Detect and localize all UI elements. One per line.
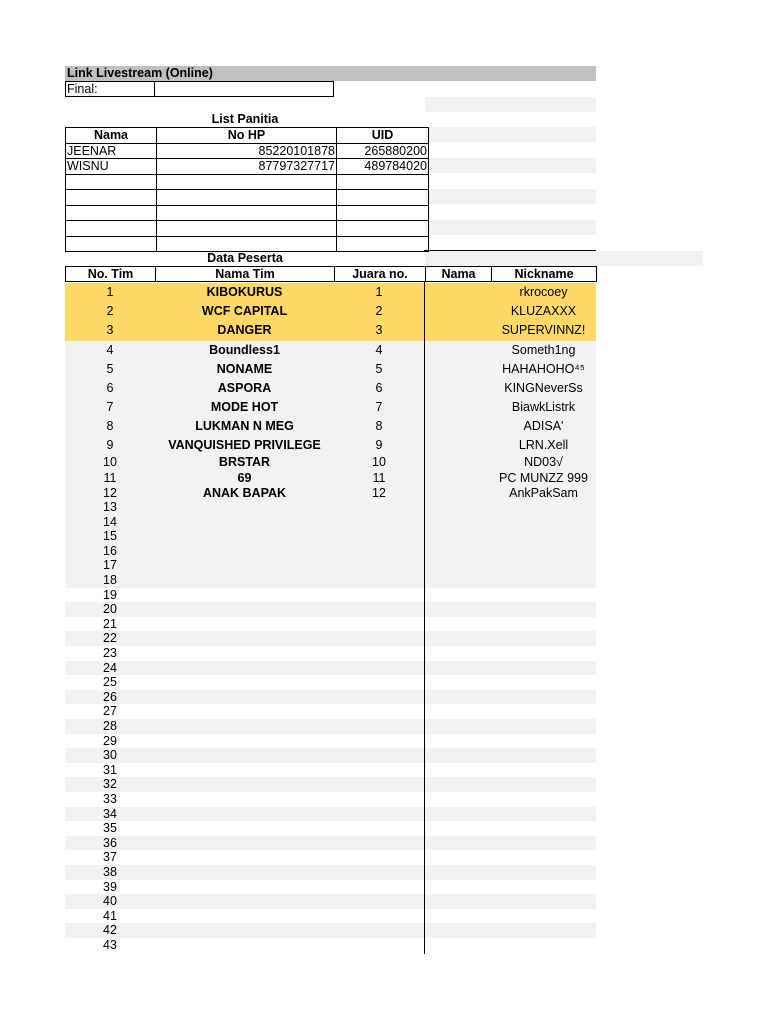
juara-cell[interactable]: 5	[375, 362, 383, 376]
team-number-cell[interactable]: 24	[103, 660, 117, 675]
peserta-row	[65, 792, 596, 807]
peserta-row	[65, 588, 596, 603]
team-name-cell[interactable]: VANQUISHED PRIVILEGE	[168, 438, 321, 452]
team-number-cell[interactable]: 3	[106, 323, 114, 338]
team-number-cell[interactable]: 40	[103, 894, 117, 909]
juara-cell[interactable]: 1	[375, 285, 383, 299]
panitia-nama-cell[interactable]	[66, 205, 157, 221]
peserta-row	[65, 938, 596, 953]
team-name-cell[interactable]: 69	[237, 470, 252, 485]
peserta-row	[65, 544, 596, 559]
team-number-cell[interactable]: 26	[103, 689, 117, 704]
peserta-row	[65, 777, 596, 792]
peserta-row	[65, 850, 596, 865]
team-number-cell[interactable]: 38	[103, 865, 117, 879]
team-name-cell[interactable]: NONAME	[216, 362, 273, 376]
juara-cell[interactable]: 12	[372, 486, 386, 501]
nickname-cell[interactable]: KLUZAXXX	[510, 304, 577, 319]
peserta-row	[65, 398, 596, 417]
peserta-row	[65, 617, 596, 632]
nickname-cell[interactable]: KINGNeverSs	[504, 381, 583, 395]
juara-cell[interactable]: 7	[375, 400, 383, 414]
panitia-row	[66, 143, 429, 159]
peserta-row	[65, 529, 596, 544]
peserta-row	[65, 807, 596, 822]
final-label: Final:	[65, 81, 155, 97]
team-number-cell[interactable]: 7	[106, 400, 114, 414]
peserta-title: Data Peserta	[207, 251, 283, 265]
panitia-row	[66, 221, 429, 237]
panitia-row	[66, 236, 429, 252]
nickname-cell[interactable]: rkrocoey	[519, 285, 568, 299]
peserta-row	[65, 515, 596, 530]
panitia-hp-cell[interactable]: 87797327717	[157, 159, 337, 175]
peserta-row	[65, 646, 596, 661]
panitia-nama-cell[interactable]	[66, 236, 157, 252]
peserta-row	[65, 923, 596, 938]
nickname-cell[interactable]: AnkPakSam	[509, 486, 578, 501]
team-name-cell[interactable]: KIBOKURUS	[206, 285, 283, 299]
team-number-cell[interactable]: 11	[103, 470, 117, 485]
stripe	[425, 189, 596, 204]
team-number-cell[interactable]: 34	[103, 806, 117, 821]
peserta-row	[65, 631, 596, 646]
panitia-table	[65, 127, 429, 252]
team-number-cell[interactable]: 16	[103, 543, 117, 558]
team-name-cell[interactable]: BRSTAR	[218, 455, 271, 469]
team-number-cell[interactable]: 19	[103, 587, 117, 602]
team-name-cell[interactable]: ANAK BAPAK	[202, 486, 287, 501]
team-number-cell[interactable]: 10	[103, 455, 117, 469]
team-number-cell[interactable]: 17	[103, 558, 117, 573]
nickname-cell[interactable]: BiawkListrk	[511, 400, 576, 414]
team-name-cell[interactable]: DANGER	[217, 323, 272, 338]
team-number-cell[interactable]: 28	[103, 719, 117, 733]
juara-cell[interactable]: 3	[375, 323, 383, 338]
panitia-nama-cell[interactable]	[66, 190, 157, 206]
header-juara: Juara no.	[334, 266, 426, 282]
stripe	[425, 97, 596, 112]
team-number-cell[interactable]: 2	[106, 304, 114, 319]
header-no-hp: No HP	[157, 128, 337, 144]
peserta-row	[65, 763, 596, 778]
team-number-cell[interactable]: 14	[103, 514, 117, 529]
peserta-row	[65, 471, 596, 487]
panitia-hp-cell[interactable]	[157, 205, 337, 221]
peserta-row	[65, 321, 596, 340]
team-number-cell[interactable]: 43	[103, 938, 117, 952]
panitia-uid-cell[interactable]	[337, 236, 429, 252]
peserta-row	[65, 675, 596, 690]
team-number-cell[interactable]: 4	[106, 343, 114, 357]
panitia-uid-cell[interactable]	[337, 190, 429, 206]
team-number-cell[interactable]: 6	[106, 381, 114, 395]
panitia-uid-cell[interactable]	[337, 205, 429, 221]
peserta-row	[65, 360, 596, 379]
panitia-hp-cell[interactable]	[157, 236, 337, 252]
panitia-row	[66, 205, 429, 221]
stripe	[425, 127, 596, 142]
team-number-cell[interactable]: 1	[106, 285, 114, 299]
panitia-hp-cell[interactable]	[157, 221, 337, 237]
peserta-row	[65, 341, 596, 360]
peserta-row	[65, 704, 596, 719]
panitia-row	[66, 159, 429, 175]
peserta-row	[65, 865, 596, 880]
header-nickname: Nickname	[491, 266, 597, 282]
peserta-row	[65, 302, 596, 321]
stripe	[425, 251, 703, 266]
team-number-cell[interactable]: 12	[103, 486, 117, 501]
team-number-cell[interactable]: 35	[103, 821, 117, 836]
team-name-cell[interactable]: LUKMAN N MEG	[195, 419, 294, 433]
final-value-cell[interactable]	[154, 81, 334, 97]
header-uid: UID	[337, 128, 429, 144]
team-number-cell[interactable]: 29	[103, 733, 117, 748]
panitia-hp-cell[interactable]	[157, 190, 337, 206]
team-number-cell[interactable]: 18	[103, 573, 117, 587]
panitia-hp-cell[interactable]: 85220101878	[157, 143, 337, 159]
team-number-cell[interactable]: 9	[106, 438, 114, 452]
divider	[424, 250, 596, 251]
header-nama: Nama	[425, 266, 492, 282]
peserta-row	[65, 734, 596, 749]
panitia-nama-cell[interactable]	[66, 221, 157, 237]
team-number-cell[interactable]: 42	[103, 923, 117, 938]
juara-cell[interactable]: 9	[375, 438, 383, 452]
team-number-cell[interactable]: 36	[103, 835, 117, 850]
team-number-cell[interactable]: 20	[103, 602, 117, 617]
peserta-row	[65, 836, 596, 851]
nickname-cell[interactable]: HAHAHOHO⁴⁵	[502, 362, 585, 376]
peserta-row	[65, 690, 596, 705]
team-name-cell[interactable]: WCF CAPITAL	[201, 304, 288, 319]
panitia-title: List Panitia	[211, 112, 279, 126]
nickname-cell[interactable]: ADISA'	[523, 419, 564, 433]
team-number-cell[interactable]: 25	[103, 675, 117, 690]
peserta-row	[65, 379, 596, 398]
team-number-cell[interactable]: 22	[103, 631, 117, 646]
peserta-row	[65, 283, 596, 302]
header-nama-tim: Nama Tim	[155, 266, 335, 282]
team-number-cell[interactable]: 33	[103, 792, 117, 806]
nickname-cell[interactable]: SUPERVINNZ!	[501, 323, 586, 338]
team-number-cell[interactable]: 37	[103, 850, 117, 865]
team-number-cell[interactable]: 27	[103, 704, 117, 719]
team-number-cell[interactable]: 8	[106, 419, 114, 433]
panitia-nama-cell[interactable]: WISNU	[66, 159, 157, 175]
panitia-uid-cell[interactable]	[337, 174, 429, 190]
juara-cell[interactable]: 4	[375, 343, 383, 357]
team-number-cell[interactable]: 32	[103, 777, 117, 792]
panitia-uid-cell[interactable]	[337, 221, 429, 237]
peserta-row	[65, 417, 596, 436]
juara-cell[interactable]: 8	[375, 419, 383, 433]
livestream-title: Link Livestream (Online)	[65, 66, 596, 81]
peserta-row	[65, 748, 596, 763]
panitia-header-row	[66, 128, 429, 144]
panitia-row	[66, 190, 429, 206]
peserta-row	[65, 880, 596, 895]
juara-cell[interactable]: 2	[375, 304, 383, 319]
peserta-row	[65, 821, 596, 836]
peserta-row	[65, 661, 596, 676]
team-number-cell[interactable]: 15	[103, 529, 117, 544]
peserta-row	[65, 719, 596, 734]
nickname-cell[interactable]: PC MUNZZ 999	[499, 470, 588, 485]
juara-cell[interactable]: 10	[372, 455, 386, 469]
peserta-row	[65, 602, 596, 617]
team-number-cell[interactable]: 23	[103, 646, 117, 660]
peserta-row	[65, 909, 596, 924]
team-name-cell[interactable]: Boundless1	[209, 343, 280, 357]
header-no-tim: No. Tim	[65, 266, 156, 282]
team-number-cell[interactable]: 41	[103, 908, 117, 923]
panitia-uid-cell[interactable]: 489784020	[337, 159, 429, 175]
stripe	[425, 220, 596, 235]
panitia-row	[66, 174, 429, 190]
team-number-cell[interactable]: 21	[103, 616, 117, 631]
panitia-nama-cell[interactable]: JEENAR	[66, 143, 157, 159]
peserta-row	[65, 558, 596, 573]
panitia-uid-cell[interactable]: 265880200	[337, 143, 429, 159]
juara-cell[interactable]: 11	[372, 470, 386, 485]
column-divider	[424, 282, 425, 954]
panitia-nama-cell[interactable]	[66, 174, 157, 190]
nickname-cell[interactable]: ND03√	[524, 455, 563, 469]
peserta-row	[65, 500, 596, 515]
nickname-cell[interactable]: Someth1ng	[511, 343, 576, 357]
peserta-row	[65, 573, 596, 588]
juara-cell[interactable]: 6	[375, 381, 383, 395]
team-number-cell[interactable]: 39	[103, 879, 117, 894]
team-name-cell[interactable]: MODE HOT	[210, 400, 279, 414]
team-number-cell[interactable]: 31	[103, 762, 117, 777]
panitia-hp-cell[interactable]	[157, 174, 337, 190]
peserta-row	[65, 436, 596, 455]
nickname-cell[interactable]: LRN.Xell	[518, 438, 569, 452]
team-name-cell[interactable]: ASPORA	[217, 381, 272, 395]
peserta-header-row	[65, 266, 597, 282]
team-number-cell[interactable]: 13	[103, 500, 117, 514]
header-nama: Nama	[66, 128, 157, 144]
peserta-row	[65, 894, 596, 909]
team-number-cell[interactable]: 5	[106, 362, 114, 376]
peserta-row	[65, 455, 596, 471]
stripe	[425, 158, 596, 173]
team-number-cell[interactable]: 30	[103, 748, 117, 763]
